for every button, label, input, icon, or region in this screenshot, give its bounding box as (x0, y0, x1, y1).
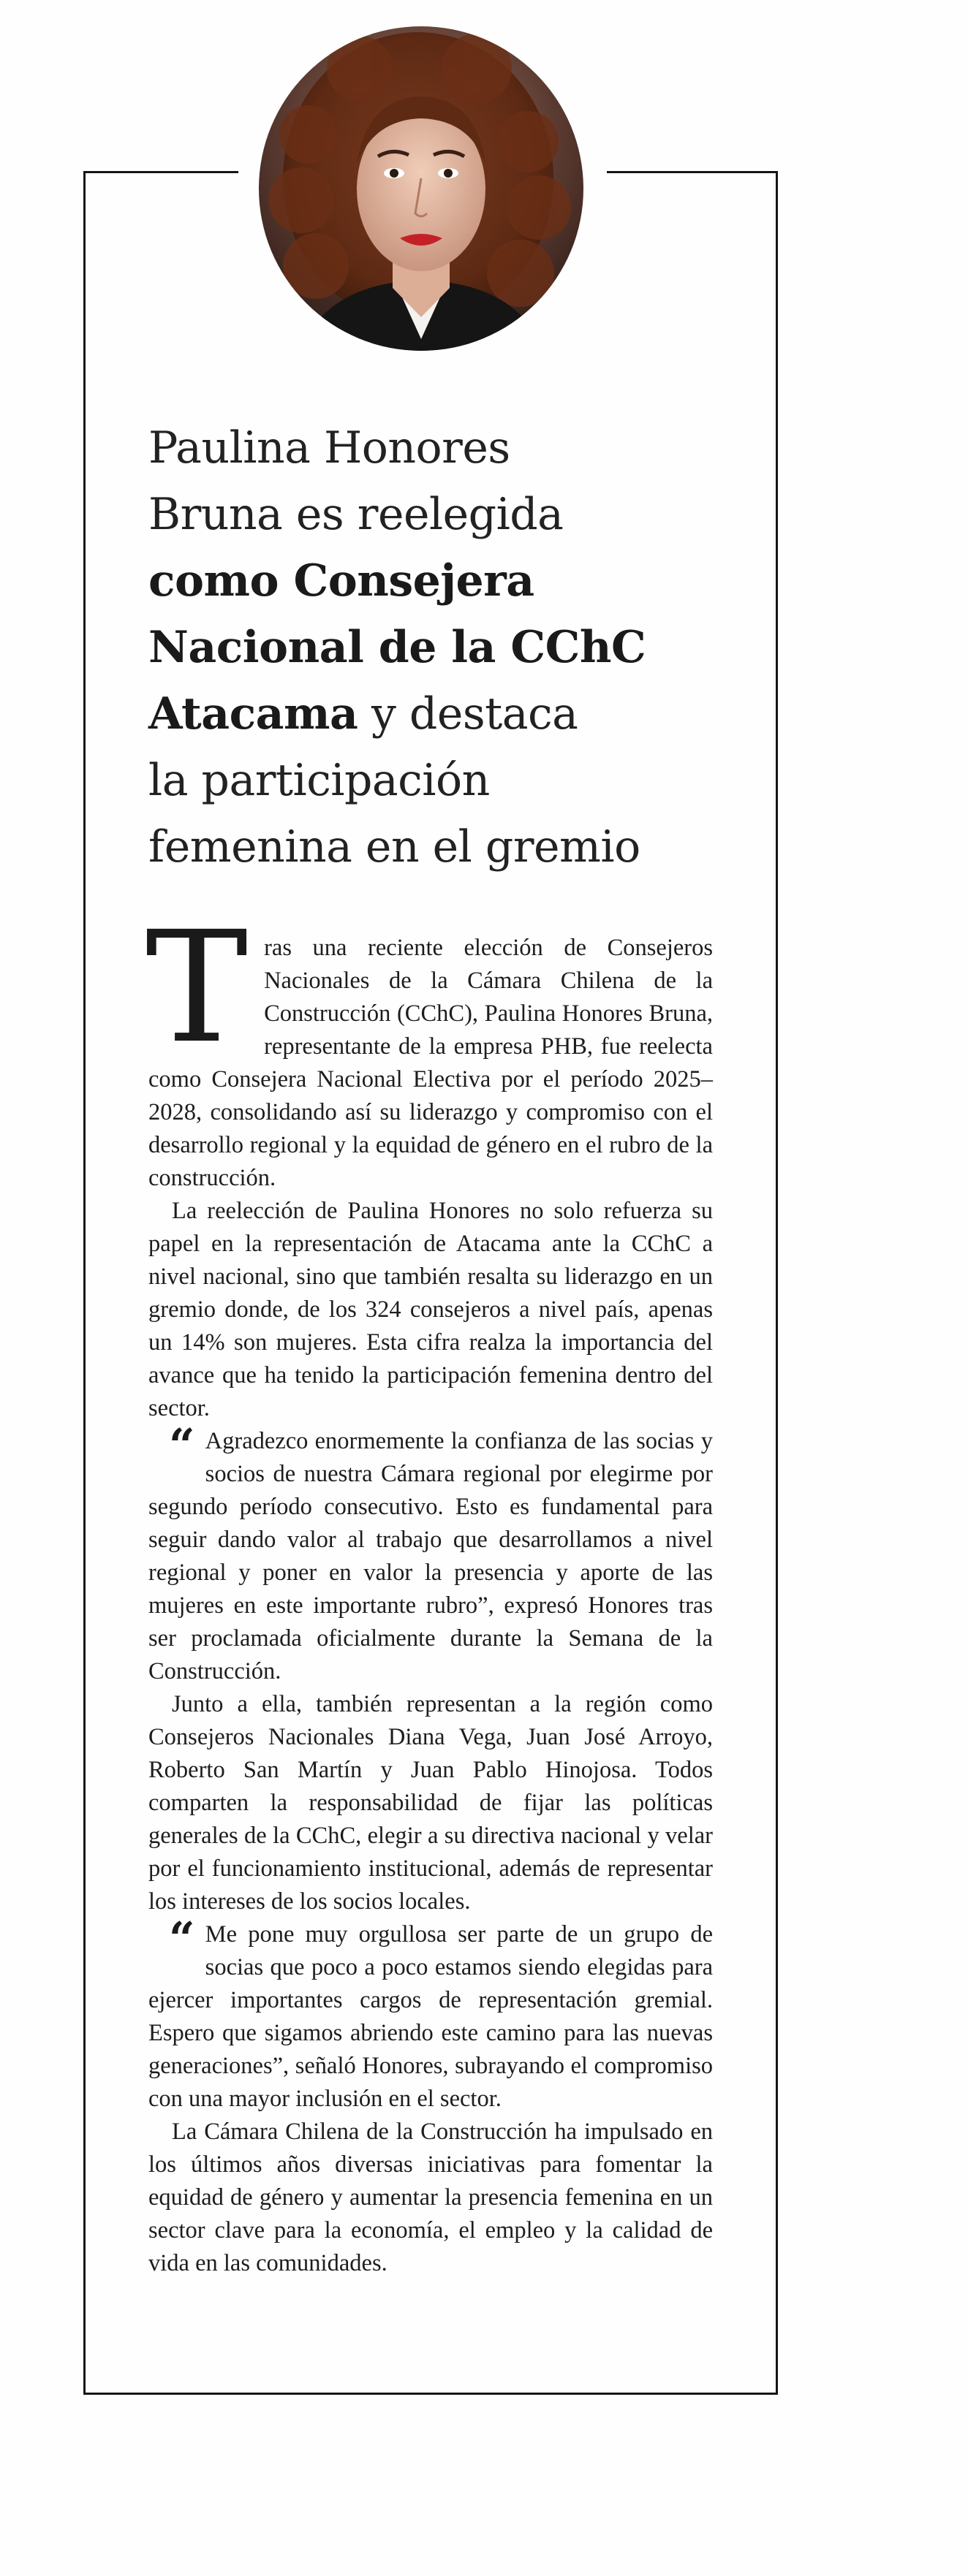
headline-line: femenina en el gremio (148, 821, 640, 873)
headline-line: la participación (148, 755, 490, 806)
article-paragraph: La Cámara Chilena de la Construcción ha impulsado en los últimos años diversas iniciativas para fomentar la equidad de género y aumentar la presencia femenina en un sector clave para la economía, el empleo y la calidad de vida en las comunidades. (148, 2119, 713, 2276)
quote-mark-icon: “ (169, 1912, 195, 1965)
paragraph-text: ras una reciente elección de Consejeros Nacionales de la Cámara Chilena de la Construcción (CChC), Paulina Honores Bruna, representante de la empresa PHB, fue reelecta como Consejera Nacional Electiva por el período 2025–2028, consolidando así su liderazgo y compromiso con el desarrollo regional y la equidad de género en el rubro de la construcción. (148, 935, 713, 1191)
headline-line-bold (148, 615, 748, 681)
headline-bold-text: como Consejera (148, 555, 534, 607)
drop-cap: T (145, 898, 249, 1077)
frame-border-top-left (83, 171, 238, 173)
portrait-photo (257, 25, 585, 352)
headline-text: y destaca (358, 688, 578, 740)
paragraph-text: Me pone muy orgullosa ser parte de un grupo de socias que poco a poco estamos siendo elegidas para ejercer importantes cargos de representación gremial. Espero que sigamos abriendo este camino para las nuevas generaciones”, señaló Honores, subrayando el compromiso con una mayor inclusión en el sector. (148, 1921, 713, 2112)
quote-mark-icon: “ (169, 1418, 195, 1472)
paragraph-text: Agradezco enormemente la confianza de las socias y socios de nuestra Cámara regional por elegirme por segundo período consecutivo. Esto es fundamental para seguir dando valor al trabajo que desarrollamos a nivel regional y poner en valor la presencia y aporte de las mujeres en este importante rubro”, expresó Honores tras ser proclamada oficialmente durante la Semana de la Construcción. (148, 1428, 713, 1684)
frame-border-bottom (83, 2393, 778, 2395)
article-paragraph: La reelección de Paulina Honores no solo refuerza su papel en la representación de Atacama ante la CChC a nivel nacional, sino que también resalta su liderazgo en un gremio donde, de los 324 consejeros a nivel país, apenas un 14% son mujeres. Esta cifra realza la importancia del avance que ha tenido la participación femenina dentro del sector. (148, 1198, 713, 1421)
headline-line: Bruna es reelegida (148, 489, 564, 540)
headline-line-bold (148, 548, 748, 615)
headline-bold-text: Atacama (148, 688, 358, 740)
frame-border-left (83, 171, 86, 2395)
article-paragraph: Junto a ella, también representan a la región como Consejeros Nacionales Diana Vega, Juan José Arroyo, Roberto San Martín y Juan Pablo Hinojosa. Todos comparten la responsabilidad de fijar las políticas generales de la CChC, elegir a su directiva nacional y velar por el funcionamiento institucional, además de representar los intereses de los socios locales. (148, 1691, 713, 1915)
headline-line: Paulina Honores (148, 422, 510, 474)
quote-paragraph (148, 1418, 713, 1688)
headline-bold-text: Nacional de la CChC (148, 622, 646, 673)
frame-border-top-right (607, 171, 778, 173)
article-paragraph (145, 898, 713, 1195)
frame-border-right (776, 171, 778, 2395)
quote-paragraph (148, 1912, 713, 2116)
article-body (145, 898, 713, 2280)
headline (148, 415, 748, 881)
headline-line-mixed (148, 681, 748, 748)
